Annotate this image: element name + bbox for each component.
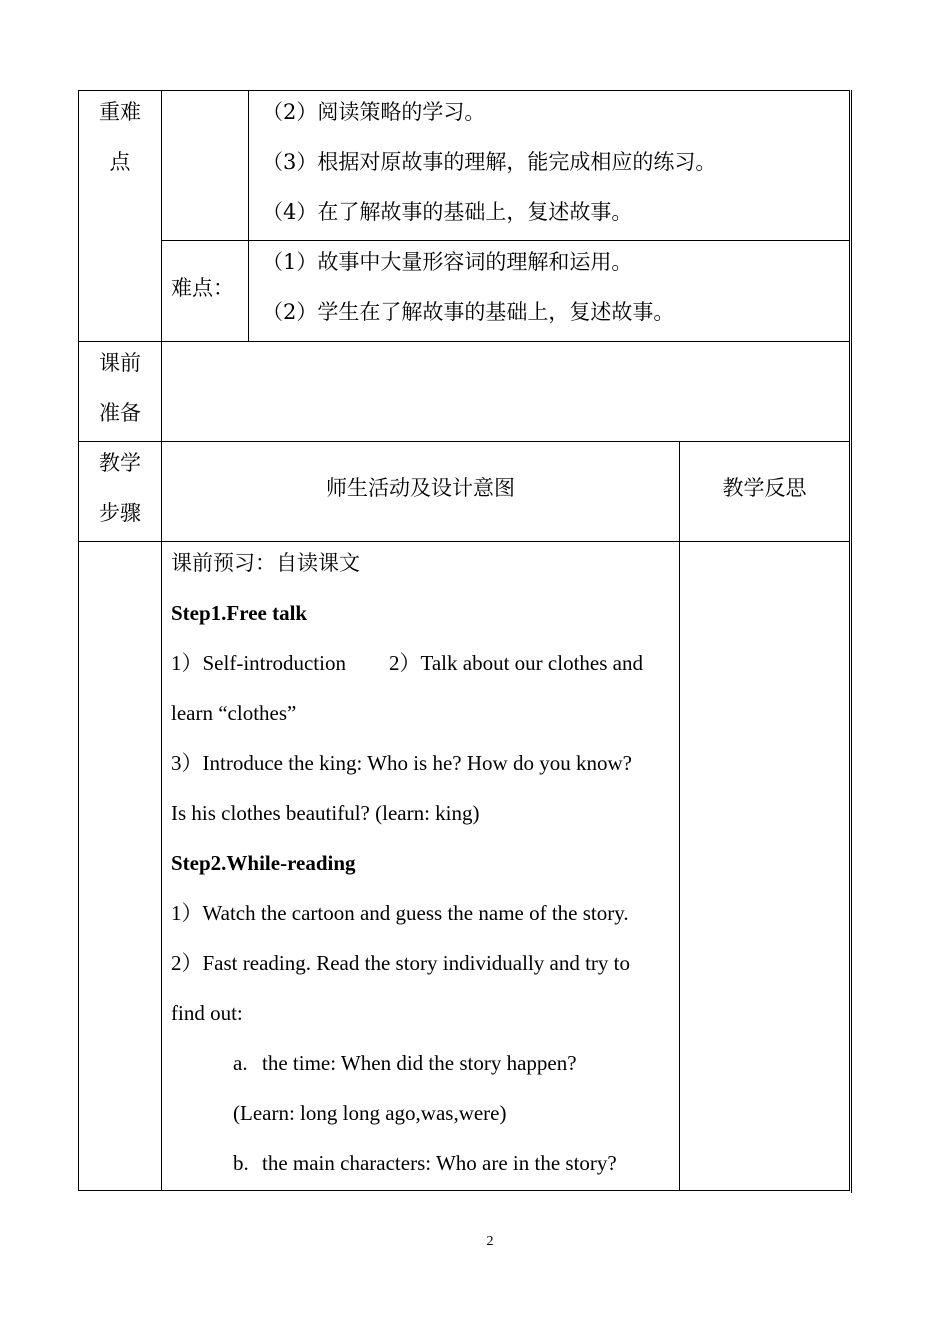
step1-item-3: 3）Introduce the king: Who is he? How do you know? [171, 751, 632, 775]
step2-sub-b-letter: b. [233, 1151, 249, 1175]
step2-sub-a-letter: a. [233, 1051, 248, 1075]
key-item-2: （2）阅读策略的学习。 [262, 100, 486, 124]
separator-label-col [161, 90, 162, 1191]
difficult-item-1: （1）故事中大量形容词的理解和运用。 [262, 250, 633, 274]
separator-prep-top [78, 341, 850, 342]
row-label-prep-2: 准备 [99, 401, 141, 425]
step1-heading: Step1.Free talk [171, 601, 308, 625]
col-header-activity: 师生活动及设计意图 [326, 476, 515, 500]
separator-reflection-col [679, 442, 680, 1191]
step2-sub-b: the main characters: Who are in the story? [262, 1151, 617, 1175]
row-label-key: 重难 [99, 100, 141, 124]
row-label-prep: 课前 [99, 351, 141, 375]
step1-item-2-cont: learn “clothes” [171, 701, 297, 725]
table-border-right-outer [851, 90, 852, 1193]
row-label-key-2: 点 [109, 150, 131, 174]
separator-sublabel-col [248, 90, 249, 342]
step2-item-2: 2）Fast reading. Read the story individually and try to [171, 951, 631, 975]
row-label-steps: 教学 [99, 451, 141, 475]
separator-steps-top [78, 441, 850, 442]
step2-item-2-cont: find out: [171, 1001, 243, 1025]
step2-item-1: 1）Watch the cartoon and guess the name of the story. [171, 901, 629, 925]
difficult-label: 难点： [171, 276, 234, 300]
table-border-bottom [78, 1190, 850, 1191]
step1-item-1: 1）Self-introduction [171, 651, 346, 675]
table-border-right [849, 90, 850, 1191]
col-header-reflection: 教学反思 [722, 476, 807, 500]
step2-sub-a-learn: (Learn: long long ago,was,were) [233, 1101, 507, 1125]
row-label-steps-2: 步骤 [99, 501, 141, 525]
difficult-item-2: （2）学生在了解故事的基础上，复述故事。 [262, 300, 675, 324]
page-number: 2 [486, 1234, 494, 1249]
table-border-left [78, 90, 79, 1191]
step1-item-2: 2）Talk about our clothes and [389, 651, 643, 675]
key-item-4: （4）在了解故事的基础上，复述故事。 [262, 200, 633, 224]
step2-sub-a: the time: When did the story happen? [262, 1051, 577, 1075]
key-item-3: （3）根据对原故事的理解，能完成相应的练习。 [262, 150, 717, 174]
step1-item-3-cont: Is his clothes beautiful? (learn: king) [171, 801, 480, 825]
step2-heading: Step2.While-reading [171, 851, 356, 875]
preview-line: 课前预习：自读课文 [171, 551, 360, 575]
